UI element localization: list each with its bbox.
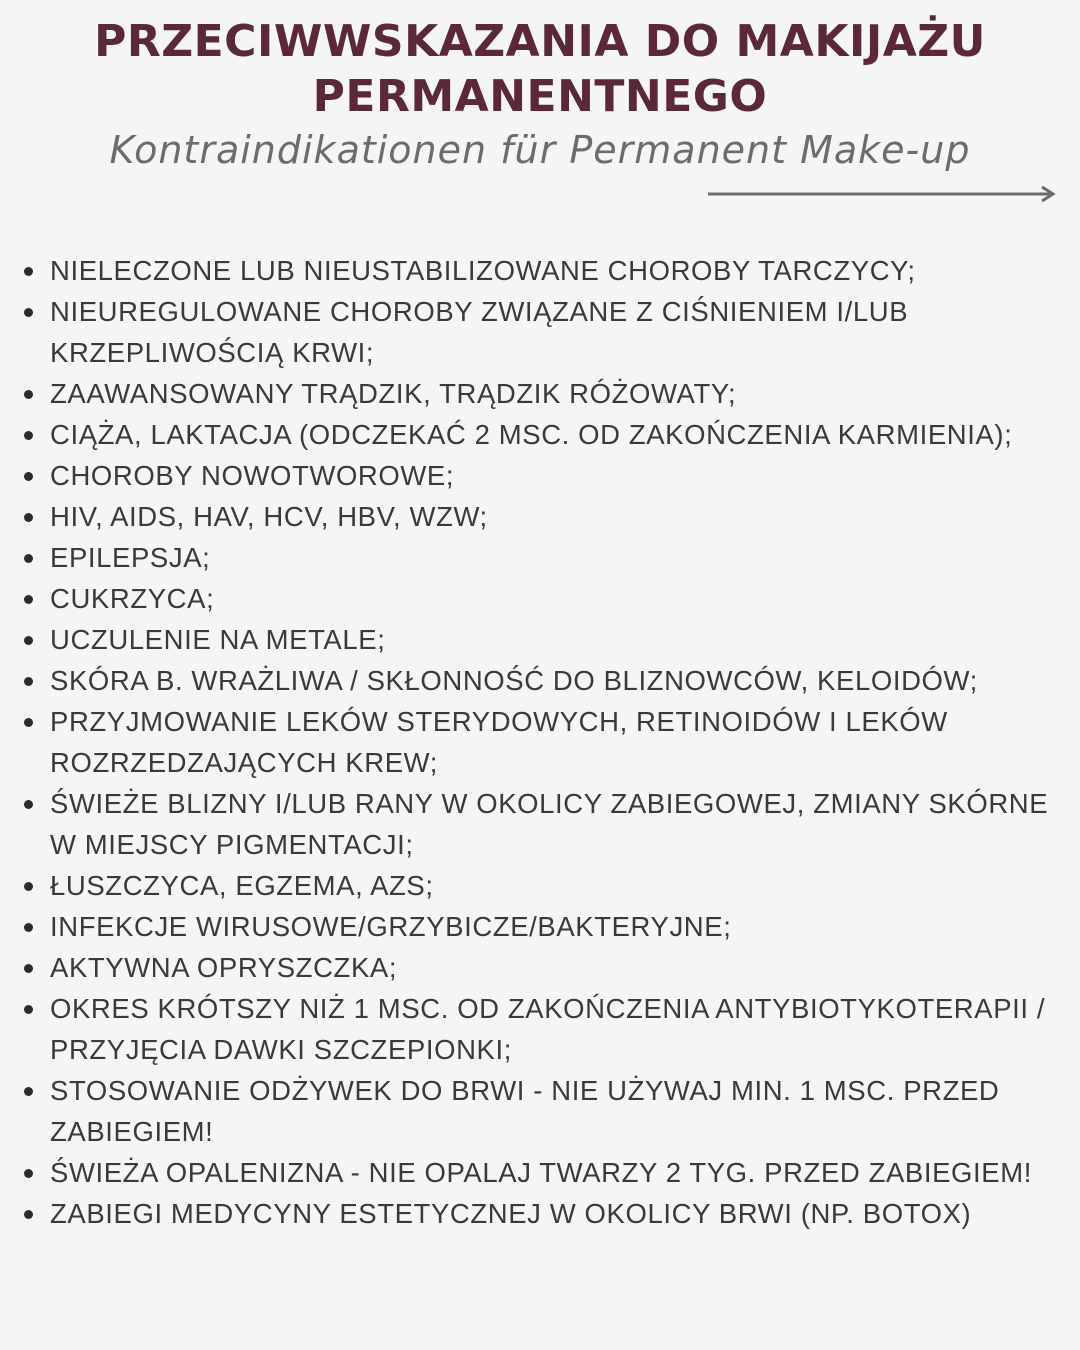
list-item: [0, 988, 1080, 1070]
bullet-icon: [24, 964, 33, 973]
list-item-text: SKÓRA B. WRAŻLIWA / SKŁONNOŚĆ DO BLIZNOWCÓW, KELOIDÓW;: [50, 665, 978, 696]
list-item-text: CUKRZYCA;: [50, 583, 215, 614]
list-item-text: ŚWIEŻE BLIZNY I/LUB RANY W OKOLICY ZABIEGOWEJ, ZMIANY SKÓRNE W MIEJSCY PIGMENTACJI;: [50, 788, 1049, 860]
list-item-text: AKTYWNA OPRYSZCZKA;: [50, 952, 398, 983]
bullet-icon: [24, 390, 33, 399]
bullet-icon: [24, 1210, 33, 1219]
list-item: [0, 373, 1080, 414]
list-item-text: ZAAWANSOWANY TRĄDZIK, TRĄDZIK RÓŻOWATY;: [50, 378, 737, 409]
list-item: [0, 291, 1080, 373]
bullet-icon: [24, 882, 33, 891]
bullet-icon: [24, 1169, 33, 1178]
list-item: [0, 619, 1080, 660]
list-item: [0, 1152, 1080, 1193]
list-item-text: ZABIEGI MEDYCYNY ESTETYCZNEJ W OKOLICY BRWI (NP. BOTOX): [50, 1198, 972, 1229]
list-item: [0, 1070, 1080, 1152]
list-item-text: OKRES KRÓTSZY NIŻ 1 MSC. OD ZAKOŃCZENIA ANTYBIOTYKOTERAPII / PRZYJĘCIA DAWKI SZCZEPIONKI;: [50, 993, 1046, 1065]
list-item: [0, 865, 1080, 906]
list-item: [0, 906, 1080, 947]
bullet-icon: [24, 595, 33, 604]
list-item-text: ŚWIEŻA OPALENIZNA - NIE OPALAJ TWARZY 2 TYG. PRZED ZABIEGIEM!: [50, 1157, 1032, 1188]
list-item-text: EPILEPSJA;: [50, 542, 211, 573]
bullet-icon: [24, 718, 33, 727]
header: [0, 14, 1080, 174]
list-item-text: INFEKCJE WIRUSOWE/GRZYBICZE/BAKTERYJNE;: [50, 911, 732, 942]
list-item-text: PRZYJMOWANIE LEKÓW STERYDOWYCH, RETINOIDÓW I LEKÓW ROZRZEDZAJĄCYCH KREW;: [50, 706, 948, 778]
page-title: PRZECIWWSKAZANIA DO MAKIJAŻU PERMANENTNEGO: [94, 16, 986, 122]
list-item-text: HIV, AIDS, HAV, HCV, HBV, WZW;: [50, 501, 488, 532]
bullet-icon: [24, 267, 33, 276]
bullet-icon: [24, 513, 33, 522]
bullet-icon: [24, 472, 33, 481]
list-item-text: CHOROBY NOWOTWOROWE;: [50, 460, 455, 491]
list-item-text: ŁUSZCZYCA, EGZEMA, AZS;: [50, 870, 434, 901]
page-subtitle: Kontraindikationen für Permanent Make-up: [109, 128, 971, 172]
list-item: [0, 250, 1080, 291]
list-item: [0, 578, 1080, 619]
list-item-text: CIĄŻA, LAKTACJA (ODCZEKAĆ 2 MSC. OD ZAKOŃCZENIA KARMIENIA);: [50, 419, 1013, 450]
bullet-icon: [24, 923, 33, 932]
list-item: [0, 537, 1080, 578]
bullet-icon: [24, 431, 33, 440]
bullet-icon: [24, 554, 33, 563]
bullet-icon: [24, 677, 33, 686]
list-item: [0, 496, 1080, 537]
list-item: [0, 660, 1080, 701]
list-item-text: NIELECZONE LUB NIEUSTABILIZOWANE CHOROBY TARCZYCY;: [50, 255, 916, 286]
bullet-icon: [24, 1005, 33, 1014]
list-item: [0, 783, 1080, 865]
list-item-text: NIEUREGULOWANE CHOROBY ZWIĄZANE Z CIŚNIENIEM I/LUB KRZEPLIWOŚCIĄ KRWI;: [50, 296, 909, 368]
arrow-right-icon: [708, 184, 1058, 204]
list-item-text: STOSOWANIE ODŻYWEK DO BRWI - NIE UŻYWAJ MIN. 1 MSC. PRZED ZABIEGIEM!: [50, 1075, 1000, 1147]
list-item-text: UCZULENIE NA METALE;: [50, 624, 386, 655]
contraindications-list: [0, 250, 1080, 1234]
list-item: [0, 701, 1080, 783]
list-item: [0, 1193, 1080, 1234]
list-item: [0, 455, 1080, 496]
bullet-icon: [24, 636, 33, 645]
bullet-icon: [24, 308, 33, 317]
bullet-icon: [24, 800, 33, 809]
list-item: [0, 947, 1080, 988]
list-item: [0, 414, 1080, 455]
bullet-icon: [24, 1087, 33, 1096]
